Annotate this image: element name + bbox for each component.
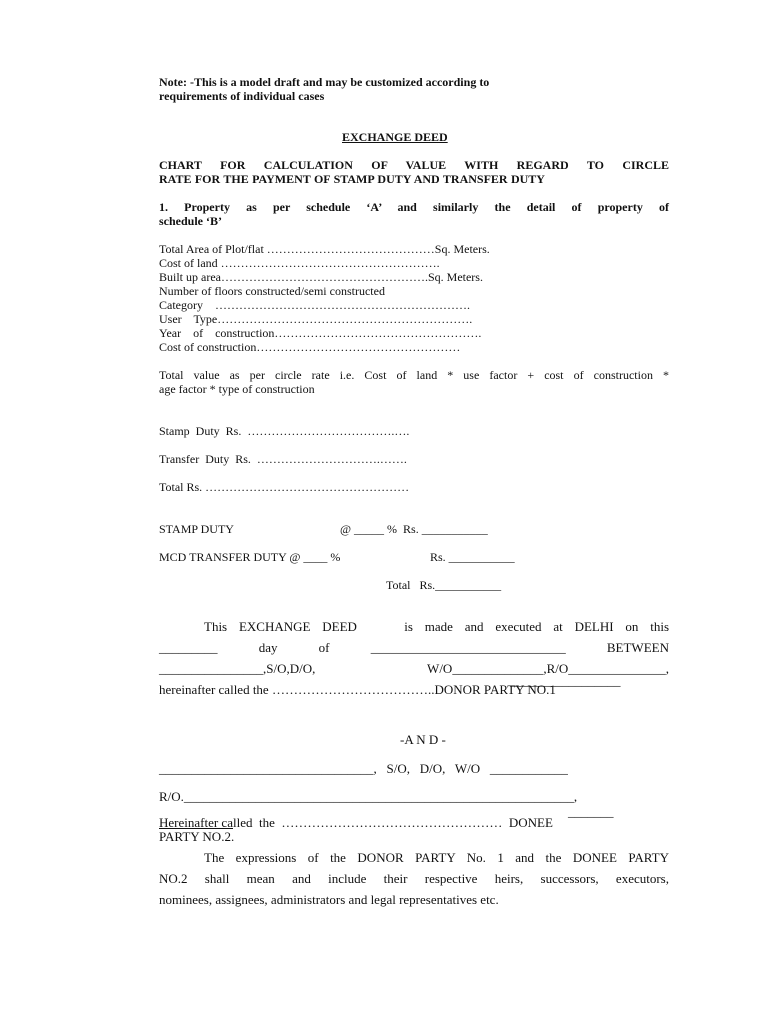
- field-category: Category ……………………………………………………….: [159, 298, 470, 312]
- chart-heading-line-2: RATE FOR THE PAYMENT OF STAMP DUTY AND TRANSFER DUTY: [159, 172, 545, 186]
- mcd-transfer-duty-rs: Rs. ___________: [430, 550, 515, 564]
- field-user-type: User Type……………………………………………………….: [159, 312, 473, 326]
- donee-address-line: R/O.____________________________________________________________,: [159, 789, 578, 804]
- day-word: day: [258, 640, 278, 655]
- note-line-1: Note: -This is a model draft and may be customized according to: [159, 75, 490, 89]
- donee-party-number: PARTY NO.2.: [159, 829, 235, 844]
- total-value-line-2: age factor * type of construction: [159, 382, 315, 396]
- deed-day-line: [159, 641, 669, 655]
- donor-name-blank: ________________,S/O,D/O,: [159, 661, 316, 676]
- donee-name-line: _________________________________, S/O, D/O, W/O ____________: [159, 761, 568, 776]
- date-blank: ______________________________: [370, 640, 566, 655]
- duty-total: Total Rs.___________: [386, 578, 502, 592]
- stamp-duty-rate: @ _____ % Rs. ___________: [340, 522, 488, 536]
- total-value-line-1: Total value as per circle rate i.e. Cost of land * use factor + cost of construction *: [159, 368, 669, 382]
- stamp-duty-label: STAMP DUTY: [159, 522, 234, 536]
- donee-party-line: [159, 816, 553, 830]
- expressions-line-1: The expressions of the DONOR PARTY No. 1 and the DONEE PARTY: [204, 850, 669, 865]
- section-1-line-1: 1. Property as per schedule ‘A’ and similarly the detail of property of: [159, 200, 669, 214]
- field-year-of-construction: Year of construction…………………………………………….: [159, 326, 482, 340]
- section-1-line-2: schedule ‘B’: [159, 214, 222, 228]
- stamp-duty-amount: Stamp Duty Rs. ……………………………….….: [159, 424, 410, 438]
- expressions-line-2: NO.2 shall mean and include their respective heirs, successors, executors,: [159, 871, 669, 886]
- chart-heading-line-1: CHART FOR CALCULATION OF VALUE WITH REGARD TO CIRCLE: [159, 158, 669, 172]
- field-cost-of-land: Cost of land ……………………………………………….: [159, 256, 440, 270]
- mcd-transfer-duty-label: MCD TRANSFER DUTY @ ____ %: [159, 550, 341, 564]
- hereinafter-underlined: Hereinafter ca: [159, 815, 233, 830]
- hereinafter-rest: lled the …………………………………………… DONEE: [232, 815, 553, 830]
- between-word: BETWEEN: [606, 640, 669, 655]
- expressions-line-3: nominees, assignees, administrators and legal representatives etc.: [159, 892, 499, 907]
- donee-address-blank: _______: [568, 804, 614, 819]
- of-word: of: [318, 640, 330, 655]
- note-line-2: requirements of individual cases: [159, 89, 325, 103]
- donor-wo-ro-blank: W/O______________,R/O_______________,: [427, 661, 669, 676]
- donor-party-line: hereinafter called the ………………………………..DONOR PARTY NO.1: [159, 682, 556, 697]
- total-amount: Total Rs. ……………………………………………: [159, 480, 410, 494]
- day-blank: _________: [159, 640, 218, 655]
- field-built-up-area: Built up area…………………………………………….Sq. Meters.: [159, 270, 483, 284]
- field-number-of-floors: Number of floors constructed/semi constructed: [159, 284, 385, 298]
- and-separator: -A N D -: [400, 732, 446, 747]
- field-cost-of-construction: Cost of construction……………………………………………: [159, 340, 461, 354]
- document-title: EXCHANGE DEED: [342, 130, 448, 144]
- field-total-area: Total Area of Plot/flat ……………………………………Sq. Meters.: [159, 242, 490, 256]
- deed-intro: This EXCHANGE DEED is made and executed at DELHI on this: [204, 619, 669, 634]
- donor-address-blank: _________________: [510, 673, 621, 688]
- transfer-duty-amount: Transfer Duty Rs. ………………………….…….: [159, 452, 407, 466]
